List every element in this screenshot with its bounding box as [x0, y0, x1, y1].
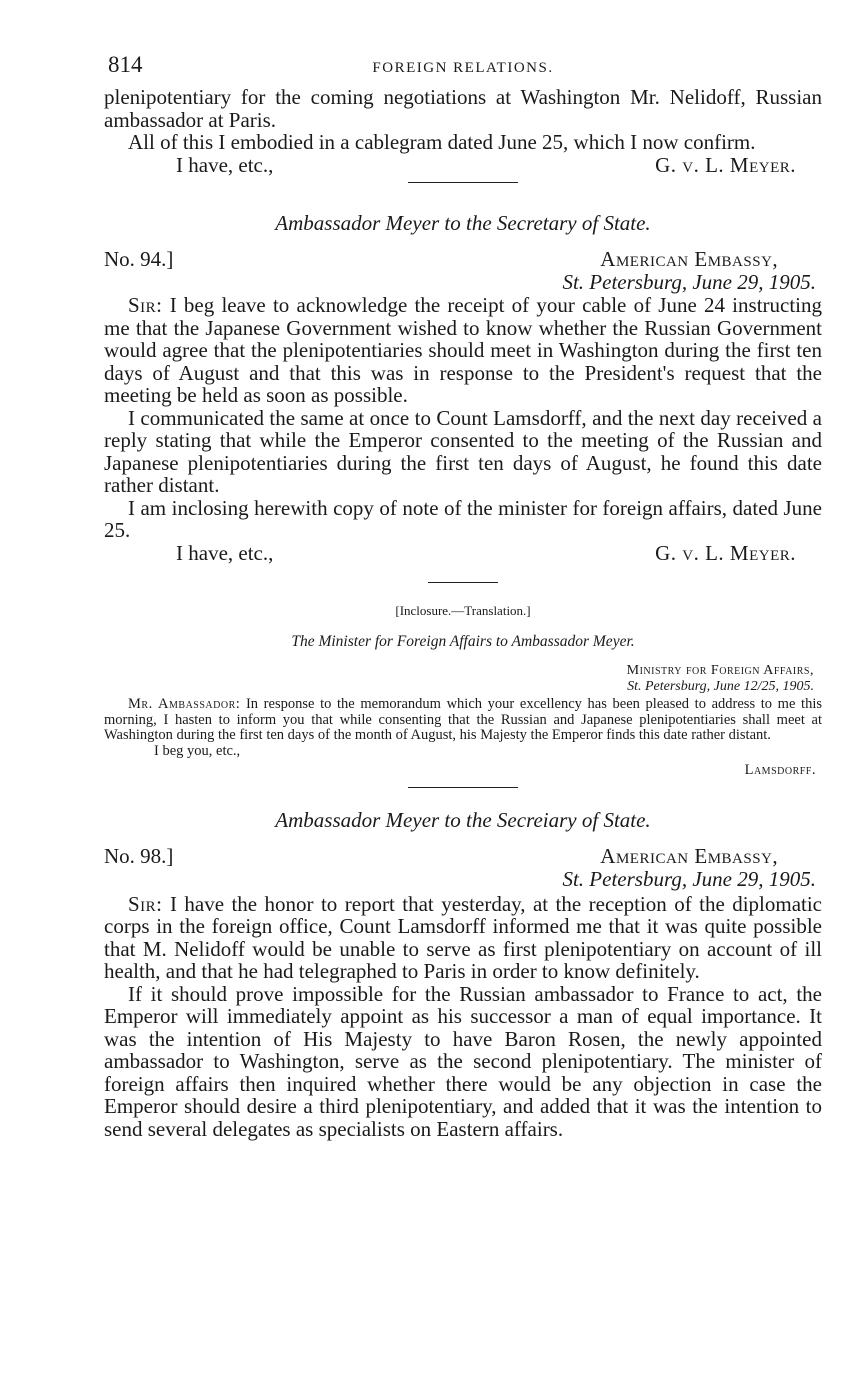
letter-title: Ambassador Meyer to the Secreiary of State.	[275, 807, 651, 832]
signature-line	[104, 154, 822, 177]
letter-number: No. 98.]	[104, 843, 174, 868]
signature: G. v. L. Meyer.	[655, 540, 796, 565]
signature: Lamsdorff.	[744, 762, 816, 778]
paragraph-text: I beg leave to acknowledge the receipt of your cable of June 24 instructing me that the Japanese Government wished to know whether the Russian Government would agree that the plenipotentiaries should meet in Washington during the first ten days of August and that this was in response to the President's request that the meeting be held as soon as possible.	[104, 293, 823, 407]
previous-letter-ending	[104, 86, 822, 176]
embassy-name: American Embassy,	[600, 247, 779, 271]
letter-number: No. 94.]	[104, 247, 174, 271]
paragraph	[104, 893, 822, 983]
paragraph: All of this I embodied in a cablegram dated June 25, which I now confirm.	[128, 130, 756, 154]
paragraph: I am inclosing herewith copy of note of the minister for foreign affairs, dated June 25.	[104, 495, 822, 542]
salutation: Sir:	[128, 891, 163, 916]
section-divider	[408, 787, 518, 788]
page-number: 814	[108, 52, 143, 77]
place-date: St. Petersburg, June 29, 1905.	[562, 270, 816, 294]
section-divider	[408, 182, 518, 183]
place-date: St. Petersburg, June 29, 1905.	[562, 866, 816, 891]
inclosure-label: [Inclosure.—Translation.]	[395, 603, 531, 618]
salutation: Sir:	[128, 293, 163, 317]
ministry-name: Ministry for Foreign Affairs,	[626, 663, 814, 678]
inclosure-origin	[104, 663, 822, 695]
closing: I beg you, etc.,	[154, 742, 241, 759]
paragraph: plenipotentiary for the coming negotiations at Washington Mr. Nelidoff, Russian ambassador at Paris.	[104, 85, 822, 132]
page-header	[104, 52, 822, 86]
paragraph: I communicated the same at once to Count Lamsdorff, and the next day received a reply stating that while the Emperor consented to the meeting of the Russian and Japanese plenipotentiaries during the first ten days of August, he found this date rather distant.	[104, 405, 822, 497]
paragraph	[104, 294, 822, 407]
closing: I have, etc.,	[176, 152, 274, 177]
signature: G. v. L. Meyer.	[655, 152, 796, 177]
document-page	[104, 52, 822, 1140]
running-head: FOREIGN RELATIONS.	[372, 60, 554, 76]
closing: I have, etc.,	[176, 540, 274, 565]
letter-no-94	[104, 211, 822, 564]
paragraph-text: I have the honor to report that yesterday, at the reception of the diplomatic corps in the foreign office, Count Lamsdorff informed me that it was quite possible that M. Nelidoff would be unable to serve as first plenipotentiary on account of ill health, and that he had telegraphed to Paris in order to know definitely.	[104, 891, 823, 983]
paragraph	[104, 697, 822, 744]
section-divider	[428, 582, 498, 583]
inclosure-title: The Minister for Foreign Affairs to Ambassador Meyer.	[291, 633, 635, 650]
embassy-name: American Embassy,	[600, 843, 779, 868]
inclosure	[104, 603, 822, 779]
paragraph: If it should prove impossible for the Russian ambassador to France to act, the Emperor will immediately appoint as his successor a man of equal importance. It was the intention of His Majesty to have Baron Rosen, the newly appointed ambassador to Washington, serve as the second plenipotentiary. The minister of foreign affairs then inquired whether there would be any objection in case the Emperor should desire a third plenipotentiary, and added that it was the intention to send several delegates as specialists on Eastern affairs.	[104, 981, 822, 1141]
salutation: Mr. Ambassador:	[128, 696, 241, 712]
letter-address	[104, 845, 822, 891]
letter-no-98	[104, 808, 822, 1141]
signature-line	[104, 542, 822, 565]
letter-address	[104, 248, 822, 294]
letter-title: Ambassador Meyer to the Secretary of State.	[275, 211, 651, 235]
paragraph-text: In response to the memorandum which your excellency has been pleased to address to me this morning, I hasten to inform you that while consenting that the Russian and Japanese plenipotentiaries shall meet at Washington during the first ten days of the month of August, his Majesty the Emperor finds this date rather distant.	[104, 696, 822, 743]
letter-origin	[562, 248, 822, 294]
place-date: St. Petersburg, June 12/25, 1905.	[627, 679, 814, 694]
letter-origin	[562, 845, 822, 891]
